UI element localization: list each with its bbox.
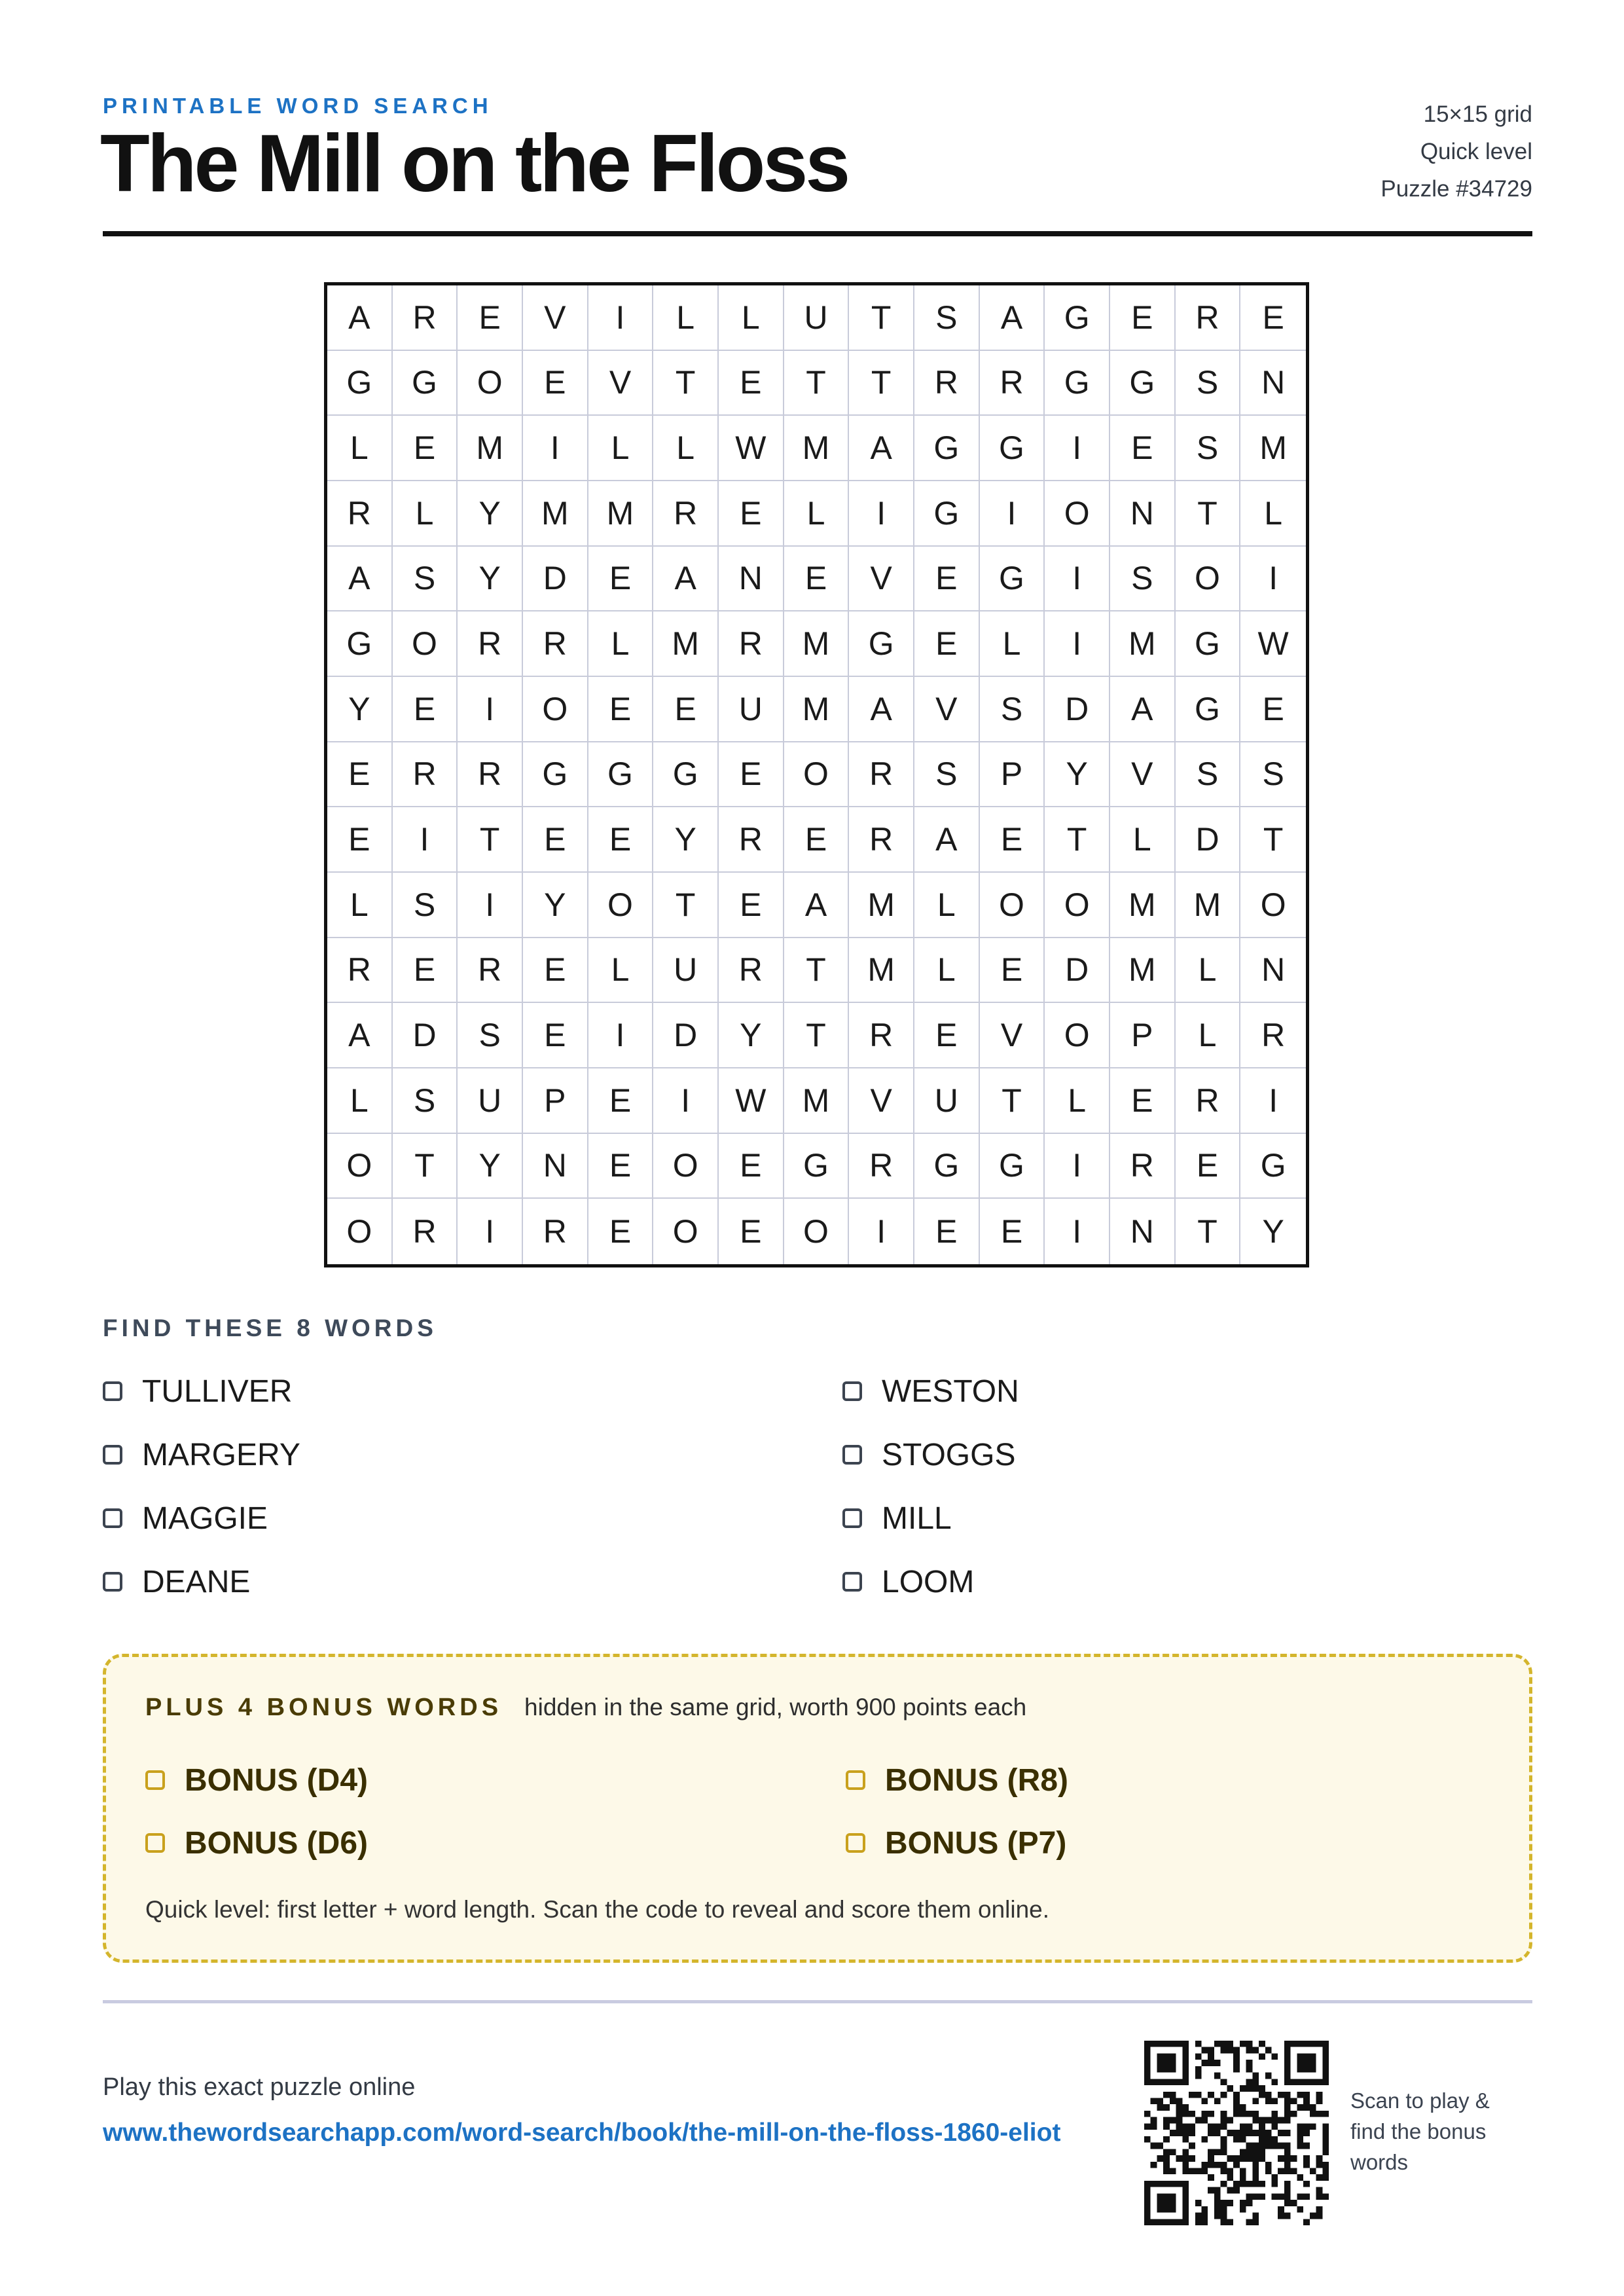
bonus-text: BONUS (D4)	[185, 1762, 369, 1798]
grid-cell[interactable]: W	[1240, 611, 1306, 677]
bonus-note: Quick level: first letter + word length. Scan the code to reveal and score them online.	[145, 1896, 1050, 1923]
grid-cell[interactable]: R	[1110, 1134, 1176, 1199]
grid-cell[interactable]: W	[719, 416, 784, 481]
grid-cell[interactable]: T	[784, 1003, 850, 1068]
bonus-panel	[103, 1654, 1532, 1963]
grid-cell[interactable]: E	[458, 285, 523, 351]
grid-cell[interactable]: I	[1045, 1134, 1110, 1199]
grid-cell[interactable]: E	[784, 807, 850, 873]
grid-cell[interactable]: T	[653, 351, 719, 416]
grid-cell[interactable]: T	[1176, 1199, 1241, 1264]
grid-cell[interactable]: G	[1176, 677, 1241, 742]
grid-cell[interactable]: G	[784, 1134, 850, 1199]
grid-cell[interactable]: L	[1110, 807, 1176, 873]
grid-cell[interactable]: M	[1110, 611, 1176, 677]
grid-cell[interactable]: G	[914, 416, 980, 481]
grid-cell[interactable]: A	[849, 677, 914, 742]
grid-cell[interactable]: E	[588, 547, 654, 612]
grid-cell[interactable]: E	[914, 1003, 980, 1068]
footer-label: Play this exact puzzle online	[103, 2073, 416, 2101]
grid-cell[interactable]: Y	[523, 873, 588, 938]
grid-cell[interactable]: N	[1110, 481, 1176, 547]
grid-cell[interactable]: R	[1240, 1003, 1306, 1068]
grid-cell[interactable]: R	[458, 742, 523, 808]
grid-cell[interactable]: G	[980, 416, 1045, 481]
qr-code-icon[interactable]	[1144, 2041, 1329, 2225]
grid-cell[interactable]: E	[1240, 285, 1306, 351]
grid-cell[interactable]: E	[1240, 677, 1306, 742]
bonus-list	[145, 1758, 1435, 1865]
grid-cell[interactable]: L	[327, 873, 393, 938]
grid-cell[interactable]: I	[588, 285, 654, 351]
grid-cell[interactable]: G	[980, 547, 1045, 612]
word-text: STOGGS	[882, 1437, 1016, 1472]
eyebrow-label: PRINTABLE WORD SEARCH	[103, 94, 493, 118]
grid-cell[interactable]: V	[980, 1003, 1045, 1068]
level-label: Quick level	[1420, 139, 1532, 164]
grid-cell[interactable]: E	[719, 481, 784, 547]
word-item[interactable]	[842, 1435, 1532, 1474]
grid-cell[interactable]: M	[849, 873, 914, 938]
grid-cell[interactable]: L	[1045, 1068, 1110, 1134]
grid-cell[interactable]: E	[719, 1134, 784, 1199]
bonus-item[interactable]	[846, 1758, 1435, 1802]
grid-cell[interactable]: I	[980, 481, 1045, 547]
grid-cell[interactable]: Y	[653, 807, 719, 873]
grid-cell[interactable]: R	[393, 285, 458, 351]
grid-cell[interactable]: T	[849, 285, 914, 351]
grid-cell[interactable]: O	[1045, 873, 1110, 938]
grid-cell[interactable]: L	[719, 285, 784, 351]
grid-cell[interactable]: G	[1240, 1134, 1306, 1199]
grid-cell[interactable]: M	[588, 481, 654, 547]
grid-cell[interactable]: D	[393, 1003, 458, 1068]
grid-cell[interactable]: E	[784, 547, 850, 612]
grid-cell[interactable]: A	[784, 873, 850, 938]
grid-cell[interactable]: O	[784, 1199, 850, 1264]
grid-cell[interactable]: E	[588, 807, 654, 873]
grid-cell[interactable]: D	[1176, 807, 1241, 873]
grid-cell[interactable]: R	[849, 1134, 914, 1199]
grid-cell[interactable]: D	[523, 547, 588, 612]
puzzle-link[interactable]: www.thewordsearchapp.com/word-search/book/the-mill-on-the-floss-1860-eliot	[103, 2119, 1061, 2147]
grid-cell[interactable]: G	[914, 1134, 980, 1199]
grid-cell[interactable]: S	[1176, 742, 1241, 808]
grid-size-label: 15×15 grid	[1423, 101, 1532, 127]
grid-cell[interactable]: R	[1176, 1068, 1241, 1134]
grid-cell[interactable]: P	[980, 742, 1045, 808]
checkbox[interactable]	[145, 1770, 165, 1790]
grid-cell[interactable]: E	[719, 742, 784, 808]
grid-cell[interactable]: D	[1045, 938, 1110, 1004]
grid-cell[interactable]: M	[1176, 873, 1241, 938]
grid-cell[interactable]: I	[1240, 1068, 1306, 1134]
grid-cell[interactable]: I	[1240, 547, 1306, 612]
grid-cell[interactable]: G	[914, 481, 980, 547]
grid-cell[interactable]: L	[327, 416, 393, 481]
grid-cell[interactable]: I	[849, 1199, 914, 1264]
grid-cell[interactable]: O	[1045, 1003, 1110, 1068]
grid-cell[interactable]: E	[1176, 1134, 1241, 1199]
puzzle-meta	[1380, 96, 1532, 208]
grid-cell[interactable]: O	[458, 351, 523, 416]
grid-cell[interactable]: Y	[458, 547, 523, 612]
grid-cell[interactable]: O	[1045, 481, 1110, 547]
grid-cell[interactable]: E	[588, 1134, 654, 1199]
grid-cell[interactable]: E	[980, 1199, 1045, 1264]
grid-cell[interactable]: R	[849, 742, 914, 808]
word-list	[103, 1372, 1532, 1601]
grid-cell[interactable]: V	[849, 547, 914, 612]
grid-cell[interactable]: U	[458, 1068, 523, 1134]
word-item[interactable]	[103, 1372, 842, 1411]
grid-cell[interactable]: G	[1110, 351, 1176, 416]
grid-cell[interactable]: U	[719, 677, 784, 742]
grid-cell[interactable]: L	[1176, 1003, 1241, 1068]
checkbox[interactable]	[103, 1381, 122, 1401]
puzzle-id-label: Puzzle #34729	[1380, 176, 1532, 202]
grid-cell[interactable]: R	[719, 938, 784, 1004]
grid-cell[interactable]: E	[719, 1199, 784, 1264]
grid-cell[interactable]: O	[327, 1199, 393, 1264]
grid-cell[interactable]: G	[653, 742, 719, 808]
grid-cell[interactable]: R	[327, 481, 393, 547]
bonus-title: PLUS 4 BONUS WORDS	[145, 1694, 503, 1721]
grid-cell[interactable]: E	[653, 677, 719, 742]
grid-cell[interactable]: V	[849, 1068, 914, 1134]
grid-cell[interactable]: R	[914, 351, 980, 416]
grid-cell[interactable]: L	[653, 416, 719, 481]
word-text: DEANE	[142, 1564, 251, 1599]
bonus-text: BONUS (R8)	[885, 1762, 1069, 1798]
grid-cell[interactable]: T	[653, 873, 719, 938]
grid-cell[interactable]: S	[1176, 416, 1241, 481]
grid-cell[interactable]: Y	[458, 1134, 523, 1199]
grid-cell[interactable]: R	[653, 481, 719, 547]
grid-cell[interactable]: S	[393, 873, 458, 938]
word-item[interactable]	[842, 1562, 1532, 1601]
grid-cell[interactable]: L	[327, 1068, 393, 1134]
grid-cell[interactable]: I	[653, 1068, 719, 1134]
grid-cell[interactable]: E	[980, 938, 1045, 1004]
grid-cell[interactable]: M	[458, 416, 523, 481]
checkbox[interactable]	[842, 1508, 862, 1528]
grid-cell[interactable]: L	[393, 481, 458, 547]
grid-cell[interactable]: S	[1110, 547, 1176, 612]
grid-cell[interactable]: M	[1110, 873, 1176, 938]
grid-cell[interactable]: A	[327, 285, 393, 351]
grid-cell[interactable]: R	[458, 938, 523, 1004]
grid-cell[interactable]: V	[1110, 742, 1176, 808]
grid-cell[interactable]: R	[849, 1003, 914, 1068]
bonus-item[interactable]	[145, 1758, 846, 1802]
grid-cell[interactable]: A	[653, 547, 719, 612]
grid-cell[interactable]: D	[1045, 677, 1110, 742]
grid-cell[interactable]: Y	[1262, 1213, 1284, 1250]
grid-cell[interactable]: R	[327, 938, 393, 1004]
grid-cell[interactable]: T	[980, 1068, 1045, 1134]
grid-cell[interactable]: R	[719, 807, 784, 873]
grid-cell[interactable]: L	[1176, 938, 1241, 1004]
grid-cell[interactable]: W	[719, 1068, 784, 1134]
grid-cell[interactable]: L	[588, 416, 654, 481]
grid-cell[interactable]: O	[653, 1134, 719, 1199]
grid-cell[interactable]: E	[719, 351, 784, 416]
checkbox[interactable]	[103, 1508, 122, 1528]
grid-cell[interactable]: T	[784, 938, 850, 1004]
word-text: MAGGIE	[142, 1501, 268, 1536]
grid-cell[interactable]: T	[784, 351, 850, 416]
grid-cell[interactable]: L	[784, 481, 850, 547]
grid-cell[interactable]: E	[327, 742, 393, 808]
grid-cell[interactable]: E	[588, 1068, 654, 1134]
grid-cell[interactable]: R	[849, 807, 914, 873]
word-text: LOOM	[882, 1564, 975, 1599]
bonus-text: BONUS (D6)	[185, 1825, 369, 1861]
word-item[interactable]	[103, 1499, 842, 1538]
grid-cell[interactable]: E	[914, 547, 980, 612]
grid-cell[interactable]: A	[327, 547, 393, 612]
grid-cell[interactable]: S	[914, 285, 980, 351]
checkbox[interactable]	[846, 1770, 865, 1790]
grid-cell[interactable]: A	[1110, 677, 1176, 742]
grid-cell[interactable]: O	[393, 611, 458, 677]
word-item[interactable]	[842, 1372, 1532, 1411]
grid-cell[interactable]: E	[393, 677, 458, 742]
grid-cell[interactable]: L	[980, 611, 1045, 677]
checkbox[interactable]	[842, 1381, 862, 1401]
grid-cell[interactable]: L	[588, 938, 654, 1004]
grid-cell[interactable]: R	[523, 611, 588, 677]
grid-cell[interactable]: R	[980, 351, 1045, 416]
bonus-text: BONUS (P7)	[885, 1825, 1067, 1861]
grid-cell[interactable]: T	[458, 807, 523, 873]
grid-cell[interactable]: E	[327, 807, 393, 873]
grid-cell[interactable]: Y	[458, 481, 523, 547]
grid-cell[interactable]: A	[914, 807, 980, 873]
grid-cell[interactable]: P	[523, 1068, 588, 1134]
grid-cell[interactable]: R	[523, 1199, 588, 1264]
grid-cell[interactable]: L	[1240, 481, 1306, 547]
grid-cell[interactable]: G	[327, 351, 393, 416]
grid-cell[interactable]: E	[523, 351, 588, 416]
grid-cell[interactable]: E	[588, 1199, 654, 1264]
grid-cell[interactable]: U	[784, 285, 850, 351]
grid-cell[interactable]: V	[914, 677, 980, 742]
grid-cell[interactable]: N	[1110, 1199, 1176, 1264]
grid-cell[interactable]: I	[1045, 1199, 1110, 1264]
grid-cell[interactable]: E	[523, 938, 588, 1004]
grid-cell[interactable]: L	[653, 285, 719, 351]
word-item[interactable]	[103, 1562, 842, 1601]
grid-cell[interactable]: E	[719, 873, 784, 938]
grid-cell[interactable]: E	[393, 416, 458, 481]
grid-cell[interactable]: M	[1240, 416, 1306, 481]
grid-cell[interactable]: M	[849, 938, 914, 1004]
grid-cell[interactable]: S	[393, 547, 458, 612]
letter-grid	[324, 282, 1309, 1267]
grid-cell[interactable]: S	[914, 742, 980, 808]
grid-cell[interactable]: T	[1240, 807, 1306, 873]
word-text: MILL	[882, 1501, 952, 1536]
checkbox[interactable]	[103, 1445, 122, 1465]
grid-cell[interactable]: L	[588, 611, 654, 677]
grid-cell[interactable]: I	[849, 481, 914, 547]
grid-cell[interactable]: O	[980, 873, 1045, 938]
grid-cell[interactable]: N	[523, 1134, 588, 1199]
grid-cell[interactable]: N	[1240, 351, 1306, 416]
grid-cell[interactable]: P	[1110, 1003, 1176, 1068]
grid-cell[interactable]: M	[523, 481, 588, 547]
grid-cell[interactable]: L	[914, 873, 980, 938]
grid-cell[interactable]: S	[393, 1068, 458, 1134]
grid-cell[interactable]: M	[653, 611, 719, 677]
grid-cell[interactable]: R	[458, 611, 523, 677]
bonus-subtitle: hidden in the same grid, worth 900 points each	[524, 1694, 1027, 1721]
grid-cell[interactable]: E	[914, 1199, 980, 1264]
grid-cell[interactable]: G	[523, 742, 588, 808]
grid-cell[interactable]: M	[784, 416, 850, 481]
word-item[interactable]	[103, 1435, 842, 1474]
grid-cell[interactable]: E	[393, 938, 458, 1004]
checkbox[interactable]	[103, 1572, 122, 1592]
word-list-label: FIND THESE 8 WORDS	[103, 1315, 437, 1341]
grid-cell[interactable]: R	[393, 1199, 458, 1264]
grid-cell[interactable]: I	[523, 416, 588, 481]
grid-cell[interactable]: G	[393, 351, 458, 416]
bonus-header	[145, 1694, 1026, 1722]
header-divider	[103, 231, 1532, 236]
grid-cell[interactable]: G	[980, 1134, 1045, 1199]
grid-cell[interactable]: G	[327, 611, 393, 677]
grid-cell[interactable]: S	[980, 677, 1045, 742]
grid-cell[interactable]: D	[653, 1003, 719, 1068]
grid-cell[interactable]: E	[523, 807, 588, 873]
grid-cell[interactable]: M	[784, 677, 850, 742]
grid-cell[interactable]: E	[588, 677, 654, 742]
grid-cell[interactable]: O	[327, 1134, 393, 1199]
grid-cell[interactable]: O	[1240, 873, 1306, 938]
grid-cell[interactable]: E	[1110, 1068, 1176, 1134]
grid-cell[interactable]: E	[523, 1003, 588, 1068]
grid-cell[interactable]: M	[784, 611, 850, 677]
grid-cell[interactable]: G	[1045, 285, 1110, 351]
grid-cell[interactable]: M	[1110, 938, 1176, 1004]
page-title: The Mill on the Floss	[100, 118, 848, 209]
grid-cell[interactable]: V	[523, 285, 588, 351]
grid-cell[interactable]: R	[1176, 285, 1241, 351]
grid-cell[interactable]: S	[1240, 742, 1306, 808]
grid-cell[interactable]: T	[849, 351, 914, 416]
grid-cell[interactable]: E	[1110, 285, 1176, 351]
grid-cell[interactable]: G	[1176, 611, 1241, 677]
grid-cell[interactable]: S	[458, 1003, 523, 1068]
grid-cell[interactable]: R	[393, 742, 458, 808]
grid-cell[interactable]: M	[784, 1068, 850, 1134]
grid-cell[interactable]: L	[914, 938, 980, 1004]
grid-cell[interactable]: E	[914, 611, 980, 677]
grid-cell[interactable]: O	[523, 677, 588, 742]
word-text: MARGERY	[142, 1437, 300, 1472]
word-text: TULLIVER	[142, 1374, 293, 1409]
grid-cell[interactable]: Y	[1045, 742, 1110, 808]
grid-cell[interactable]: O	[1176, 547, 1241, 612]
grid-cell[interactable]: T	[1176, 481, 1241, 547]
grid-cell[interactable]: Y	[719, 1003, 784, 1068]
qr-caption: Scan to play & find the bonus words	[1350, 2088, 1490, 2174]
grid-cell[interactable]: R	[719, 611, 784, 677]
grid-cell[interactable]: G	[1045, 351, 1110, 416]
bonus-item[interactable]	[145, 1821, 846, 1865]
grid-cell[interactable]: I	[588, 1003, 654, 1068]
footer-divider	[103, 2000, 1532, 2003]
grid-cell[interactable]: N	[1240, 938, 1306, 1004]
grid-cell[interactable]: O	[784, 742, 850, 808]
grid-cell[interactable]: U	[914, 1068, 980, 1134]
grid-cell[interactable]: E	[980, 807, 1045, 873]
checkbox[interactable]	[842, 1445, 862, 1465]
grid-cell[interactable]: G	[588, 742, 654, 808]
grid-cell[interactable]: E	[1110, 416, 1176, 481]
bonus-item[interactable]	[846, 1821, 1435, 1865]
word-text: WESTON	[882, 1374, 1019, 1409]
grid-cell[interactable]: U	[653, 938, 719, 1004]
grid-cell[interactable]: Y	[327, 677, 393, 742]
grid-cell[interactable]: A	[849, 416, 914, 481]
grid-cell[interactable]: G	[849, 611, 914, 677]
grid-cell[interactable]: T	[1045, 807, 1110, 873]
grid-cell[interactable]: O	[653, 1199, 719, 1264]
checkbox[interactable]	[842, 1572, 862, 1592]
grid-cell[interactable]: I	[393, 807, 458, 873]
grid-cell[interactable]: N	[719, 547, 784, 612]
grid-cell[interactable]: O	[588, 873, 654, 938]
checkbox[interactable]	[846, 1833, 865, 1853]
grid-cell[interactable]: I	[458, 1199, 523, 1264]
word-item[interactable]	[842, 1499, 1532, 1538]
grid-cell[interactable]: I	[458, 873, 523, 938]
grid-cell[interactable]: V	[588, 351, 654, 416]
grid-cell[interactable]: T	[393, 1134, 458, 1199]
grid-cell[interactable]: I	[1045, 416, 1110, 481]
checkbox[interactable]	[145, 1833, 165, 1853]
grid-cell[interactable]: S	[1176, 351, 1241, 416]
grid-cell[interactable]: A	[980, 285, 1045, 351]
grid-cell[interactable]: I	[1045, 611, 1110, 677]
grid-cell[interactable]: I	[1045, 547, 1110, 612]
grid-cell[interactable]: A	[327, 1003, 393, 1068]
grid-cell[interactable]: I	[458, 677, 523, 742]
